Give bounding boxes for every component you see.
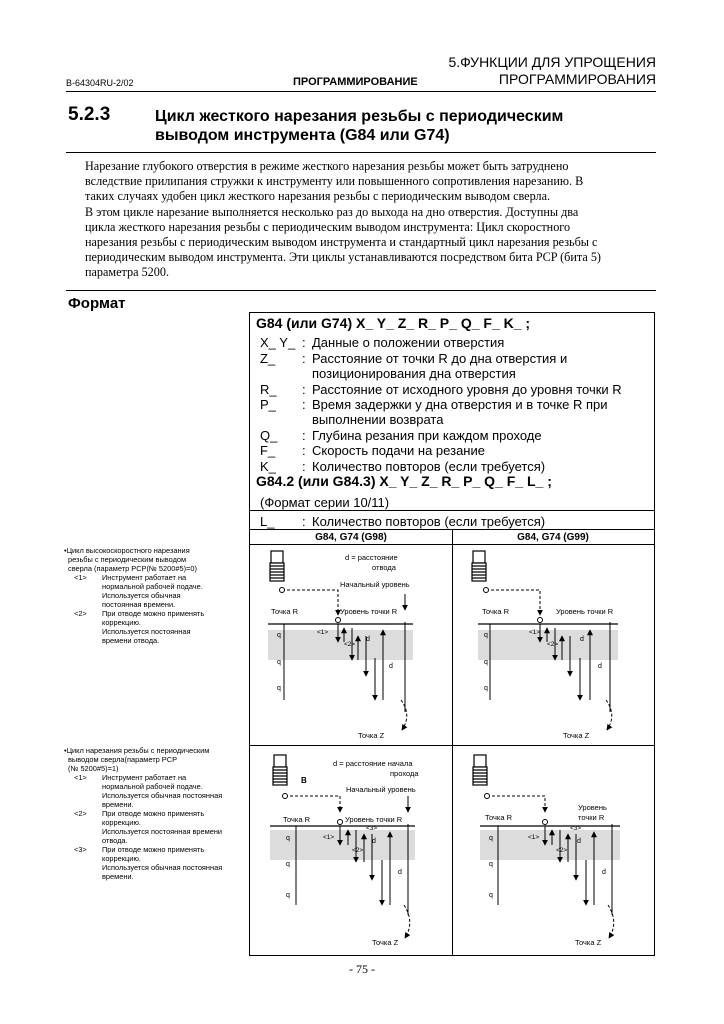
note-item-line: нормальной рабочей подаче.	[102, 782, 203, 791]
param-colon: :	[302, 335, 306, 350]
point-z-label: Точка Z	[372, 938, 399, 947]
note-item-line: нормальной рабочей подаче.	[102, 582, 203, 591]
d-label: d	[366, 636, 370, 643]
r-level-label: точки R	[578, 813, 605, 822]
point-r-label: Точка R	[485, 813, 513, 822]
start-point	[280, 588, 285, 593]
param-desc: Количество повторов (если требуется)	[312, 459, 546, 474]
d-note: прохода	[390, 769, 419, 778]
exit-path	[608, 905, 614, 938]
param-desc: выполнении возврата	[312, 412, 444, 427]
page-number: - 75 -	[349, 962, 375, 976]
marker-2: <2>	[556, 847, 568, 854]
note-item-line: Используется обычная	[102, 591, 181, 600]
r-level-label: Уровень точки R	[340, 607, 398, 616]
intro-line: нарезания резьбы с периодическим выводом инструмента и стандартный цикл нарезания резьбы с	[85, 235, 598, 250]
d-label: d	[389, 663, 393, 670]
note-item-line: При отводе можно применять	[102, 609, 205, 618]
note-lead: сверла (параметр PCP(№ 5200#5)=0)	[68, 564, 197, 573]
initial-level-label: Начальный уровень	[346, 785, 416, 794]
tap-icon	[473, 755, 487, 785]
q-label: q	[277, 685, 281, 692]
note-lead: резьбы с периодическим выводом	[68, 555, 187, 564]
marker-1: <1>	[529, 629, 541, 636]
note-item-line: времени.	[102, 800, 134, 809]
param-key: F_	[260, 443, 276, 458]
q-label: q	[484, 632, 488, 639]
d-label: d	[602, 869, 606, 876]
param-desc: Количество повторов (если требуется)	[312, 514, 546, 529]
section-name: ПРОГРАММИРОВАНИЕ	[293, 76, 418, 88]
d-label: d	[577, 838, 581, 845]
note-item-number: <2>	[74, 609, 87, 618]
param-colon: :	[302, 351, 306, 366]
work-shade	[270, 830, 415, 860]
param-desc: Данные о положении отверстия	[312, 335, 505, 350]
q-label: q	[286, 861, 290, 868]
marker-2: <2>	[352, 847, 364, 854]
rapid-path	[487, 796, 545, 812]
note-item-line: Используется постоянная	[102, 627, 191, 636]
start-point	[485, 794, 490, 799]
point-r-label: Точка R	[283, 815, 311, 824]
param-colon: :	[302, 397, 306, 412]
marker-3: <3>	[366, 825, 378, 832]
column-header-g99: G84, G74 (G99)	[517, 532, 589, 543]
q-label: q	[286, 835, 290, 842]
q-label: q	[277, 659, 281, 666]
d-note: d = расстояние	[345, 553, 398, 562]
note-item-number: <3>	[74, 845, 87, 854]
param-colon: :	[302, 514, 306, 529]
param-key: Z_	[260, 351, 276, 366]
note-item-number: <1>	[74, 773, 87, 782]
note-item-line: постоянная времени.	[102, 600, 176, 609]
command-g84: G84 (или G74) X_ Y_ Z_ R_ P_ Q_ F_ K_ ;	[256, 315, 531, 331]
marker-2: <2>	[547, 641, 559, 648]
note-lead: выводом сверла(параметр PCP	[68, 755, 177, 764]
format-heading: Формат	[68, 295, 126, 312]
marker-1: <1>	[317, 629, 329, 636]
point-r-label: Точка R	[271, 607, 299, 616]
diagram-g99-high-speed	[472, 551, 618, 740]
param-desc: Скорость подачи на резание	[312, 443, 485, 458]
doc-code: B-64304RU-2/02	[66, 78, 134, 88]
point-z-label: Точка Z	[563, 731, 590, 740]
start-point	[283, 794, 288, 799]
marker-3: <3>	[570, 825, 582, 832]
q-label: q	[489, 892, 493, 899]
d-note: отвода	[372, 563, 396, 572]
note-lead: •Цикл нарезания резьбы с периодическим	[64, 746, 210, 755]
param-colon: :	[302, 443, 306, 458]
r-point	[338, 820, 343, 825]
note-lead: (№ 5200#5)=1)	[68, 764, 119, 773]
r-level-label: Уровень	[578, 803, 607, 812]
point-z-label: Точка Z	[575, 938, 602, 947]
tap-icon	[472, 551, 486, 581]
note-item-line: отвода.	[102, 836, 128, 845]
tap-icon	[273, 755, 287, 785]
r-level-label: Уровень точки R	[556, 607, 614, 616]
intro-line: параметра 5200.	[85, 265, 170, 280]
param-key: R_	[260, 382, 277, 397]
note-item-line: При отводе можно применять	[102, 845, 205, 854]
series-note: (Формат серии 10/11)	[260, 495, 390, 510]
d-label: d	[372, 838, 376, 845]
chapter-title-line1: 5.ФУНКЦИИ ДЛЯ УПРОЩЕНИЯ	[448, 54, 656, 70]
column-header-g98: G84, G74 (G98)	[315, 532, 387, 543]
initial-level-label: Начальный уровень	[340, 580, 410, 589]
section-title-line2: выводом инструмента (G84 или G74)	[155, 127, 450, 144]
r-point	[543, 820, 548, 825]
param-desc: Глубина резания при каждом проходе	[312, 428, 542, 443]
param-desc: Расстояние от исходного уровня до уровня точки R	[312, 382, 622, 397]
d-label: d	[398, 869, 402, 876]
intro-line: цикла жесткого нарезания резьбы с периодическим выводом инструмента: Цикл скоростного	[85, 219, 571, 234]
note-item-line: коррекцию.	[102, 818, 141, 827]
param-desc: Время задержки у дна отверстия и в точке R при	[312, 397, 608, 412]
tap-icon	[270, 551, 284, 581]
marker-2: <2>	[344, 641, 356, 648]
section-number: 5.2.3	[68, 104, 111, 125]
rapid-path	[285, 796, 340, 812]
r-level-label: Уровень точки R	[345, 815, 403, 824]
param-colon: :	[302, 382, 306, 397]
q-label: q	[489, 861, 493, 868]
note-item-number: <1>	[74, 573, 87, 582]
work-shade	[268, 630, 413, 660]
exit-path	[404, 905, 410, 938]
point-z-label: Точка Z	[358, 731, 385, 740]
note-item-line: времени отвода.	[102, 636, 160, 645]
d-label: d	[580, 636, 584, 643]
note-item-line: Инструмент работает на	[102, 773, 187, 782]
command-g84-2: G84.2 (или G84.3) X_ Y_ Z_ R_ P_ Q_ F_ L_ ;	[256, 473, 552, 489]
section-title-line1: Цикл жесткого нарезания резьбы с периодическим	[155, 108, 564, 125]
param-colon: :	[302, 428, 306, 443]
r-point	[336, 618, 341, 623]
note-item-line: Используется обычная постоянная	[102, 791, 223, 800]
diagram-g98-high-speed	[268, 551, 413, 740]
param-key: K_	[260, 459, 276, 474]
marker-1: <1>	[323, 834, 335, 841]
note-item-line: Используется постоянная времени	[102, 827, 223, 836]
note-item-line: коррекцию.	[102, 618, 141, 627]
param-key: X_ Y_	[260, 335, 296, 350]
start-point	[484, 588, 489, 593]
note-item-number: <2>	[74, 809, 87, 818]
note-item-line: Используется обычная постоянная	[102, 863, 223, 872]
param-key: Q_	[260, 428, 278, 443]
q-label: q	[277, 632, 281, 639]
chapter-title-line2: ПРОГРАММИРОВАНИЯ	[498, 71, 656, 87]
diagram-g99-standard	[473, 755, 620, 947]
q-label: q	[484, 685, 488, 692]
intro-line: периодическим выводом инструмента. Эти циклы устанавливаются посредством бита PCP (бита 5)	[85, 250, 601, 265]
note-item-line: коррекцию.	[102, 854, 141, 863]
param-desc: Расстояние от точки R до дна отверстия и	[312, 351, 568, 366]
point-r-label: Точка R	[482, 607, 510, 616]
note-item-line: Инструмент работает на	[102, 573, 187, 582]
work-shade	[480, 830, 620, 860]
param-desc: позиционирования дна отверстия	[312, 366, 516, 381]
exit-path	[606, 700, 612, 730]
d-note: d = расстояние начала	[333, 759, 413, 768]
param-key: L_	[260, 514, 275, 529]
note-item-line: При отводе можно применять	[102, 809, 205, 818]
marker-1: <1>	[528, 834, 540, 841]
b-mark: B	[301, 776, 307, 785]
note-item-line: времени.	[102, 872, 134, 881]
q-label: q	[286, 892, 290, 899]
note-lead: •Цикл высокоскоростного нарезания	[64, 546, 190, 555]
intro-line: Нарезание глубокого отверстия в режиме жесткого нарезания резьбы может быть затруднено	[85, 159, 569, 173]
param-key: P_	[260, 397, 276, 412]
r-point	[538, 618, 543, 623]
intro-line: таких случаях удобен цикл жесткого нарезания резьбы с периодическим выводом сверла.	[85, 189, 551, 204]
diagram-g98-standard	[270, 755, 419, 947]
param-colon: :	[302, 459, 306, 474]
q-label: q	[489, 835, 493, 842]
d-label: d	[598, 663, 602, 670]
intro-line: вследствие прилипания стружки к инструменту или повышенного сопротивления нарезанию. В	[85, 174, 584, 189]
exit-path	[401, 700, 407, 730]
intro-line: В этом цикле нарезание выполняется несколько раз до выхода на дно отверстия. Доступны два	[85, 204, 579, 219]
q-label: q	[484, 659, 488, 666]
